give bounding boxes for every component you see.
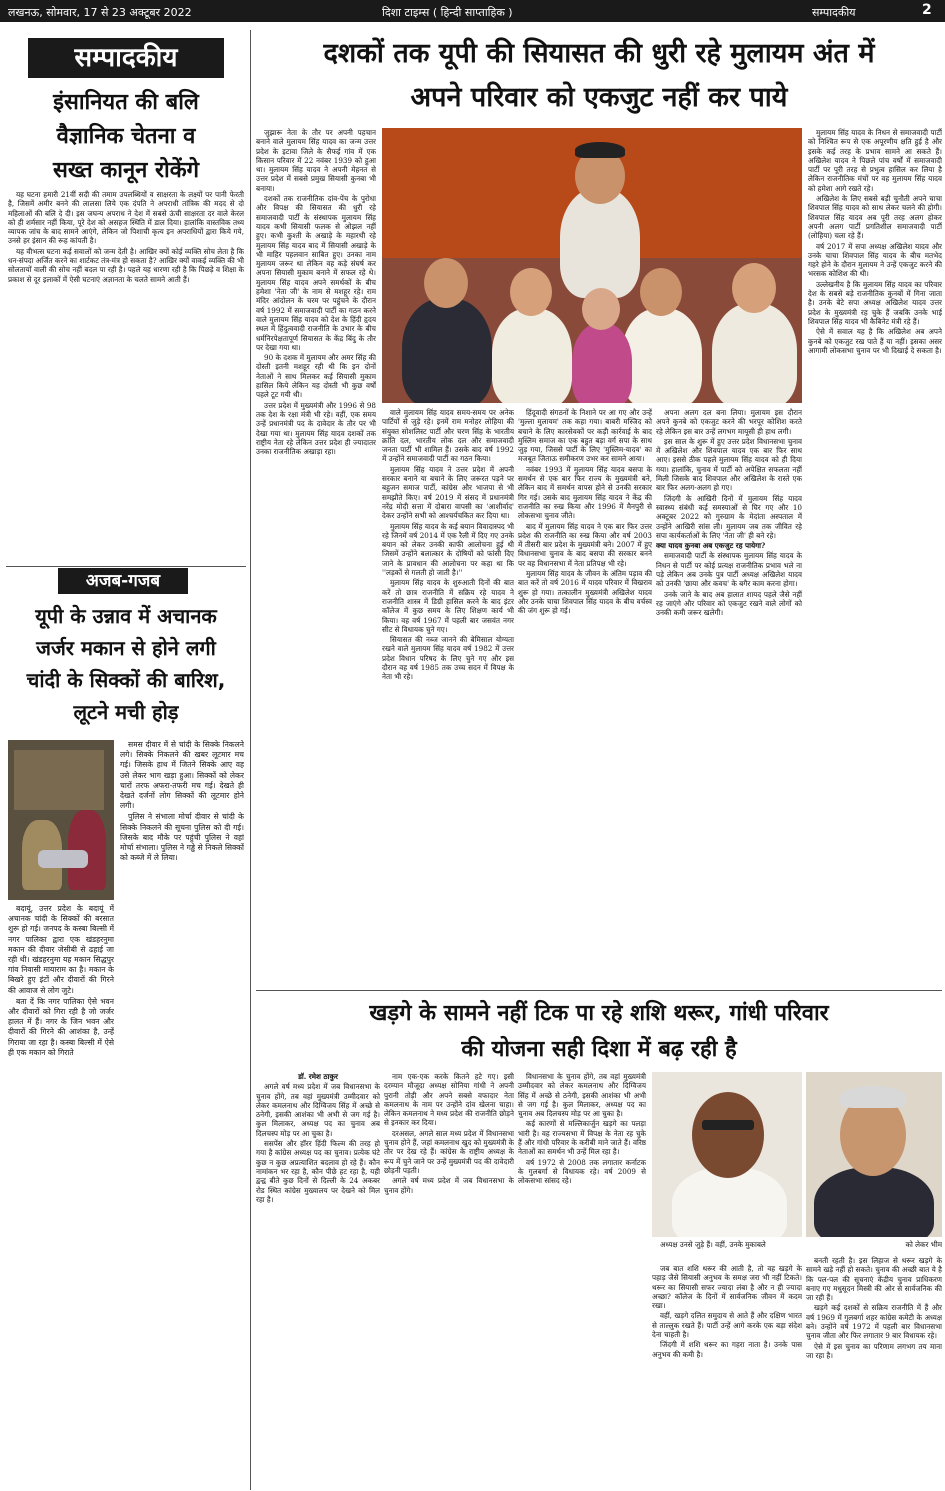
issue-date: लखनऊ, सोमवार, 17 से 23 अक्टूबर 2022: [8, 6, 192, 19]
lead-col-2: वाले मुलायम सिंह यादव समय-समय पर अनेक पार्टियों से जुड़े रहे। इनमें राम मनोहर लोहिया की संयुक्त सोशलिस्ट पार्टी और चरण सिंह के भारतीय क्रांति दल, भारतीय लोक दल और समाजवादी जनता पार्टी भी शामिल हैं। उसके बाद वर्ष 1992 में उन्होंने समाजवादी पार्टी का गठन किया। मुलायम सिंह यादव ने उत्तर प्रदेश में अपनी सरकार बनाने या बचाने के लिए जरूरत पड़ने पर बहुजन समाज पार्टी, कांग्रेस और भाजपा से भी समझौते किए। वर्ष 2019 में संसद में प्रधानमंत्री नरेंद्र मोदी सत्ता में दोबारा वापसी का 'आशीर्वाद' देकर उन्होंने सभी को आश्चर्यचकित कर दिया था। मुलायम सिंह यादव के कई बयान विवादास्पद भी रहे जिनमें वर्ष 2014 में एक रैली में दिए गए उनके बयान को लेकर उनकी काफी आलोचना हुई थी जिसमें उन्होंने बलात्कार के दोषियों को फांसी दिए जाने के प्रावधान की आलोचना पर कहा था कि ''लड़कों से गलती हो जाती है।'' मुलायम सिंह यादव के शुरुआती दिनों की बात करें तो छात्र राजनीति में सक्रिय रहे यादव ने राजनीति शास्त्र में डिग्री हासिल करने के बाद इंटर कॉलेज में कुछ समय के लिए शिक्षण कार्य भी किया। वह वर्ष 1967 में पहली बार जसवंत नगर सीट से विधायक चुने गए। सियासत की नब्ज जानने की बेमिसाल योग्यता रखने वाले मुलायम सिंह यादव वर्ष 1982 में उत्तर प्रदेश विधान परिषद के लिए चुने गए और इस दौरान वह वर्ष 1985 तक उच्च सदन में विपक्ष के नेता भी रहे।: [382, 408, 514, 682]
ajab-rule: [6, 566, 246, 567]
lead-col-5: मुलायम सिंह यादव के निधन से समाजवादी पार्टी को निश्चित रूप से एक अपूरणीय क्षति हुई है और इसके कई तरह के प्रभाव सामने आ सकते हैं। अखिलेश यादव ने पिछले पांच वर्षों में समाजवादी पार्टी पर पूरी तरह से प्रभुत्व हासिल कर लिया है लेकिन राजनीतिक मंचों पर वह मुलायम सिंह यादव को हमेशा आगे रखते रहे। अखिलेश के लिए सबसे बड़ी चुनौती अपने चाचा शिवपाल सिंह यादव को साथ लेकर चलने की होगी। शिवपाल सिंह यादव अब पूरी तरह अलग होकर अपनी अलग पार्टी प्रगतिशील समाजवादी पार्टी (लोहिया) चला रहे हैं। वर्ष 2017 में सपा अध्यक्ष अखिलेश यादव और उनके चाचा शिवपाल सिंह यादव के बीच मतभेद गहरे होने के दौरान मुलायम ने उन्हें एकजुट करने की भरसक कोशिश की थी। उल्लेखनीय है कि मुलायम सिंह यादव का परिवार देश के सबसे बड़े राजनीतिक कुनबों में गिना जाता है। उनके बेटे सपा अध्यक्ष अखिलेश यादव उत्तर प्रदेश के मुख्यमंत्री रह चुके हैं जबकि उनके भाई शिवपाल सिंह यादव भी कैबिनेट मंत्री रहे हैं। ऐसे में सवाल यह है कि अखिलेश अब अपने कुनबे को एकजुट रख पाते हैं या नहीं। इसका असर आगामी लोकसभा चुनाव पर भी दिखाई दे सकता है।: [808, 128, 942, 355]
mulayam-family-photo: [382, 128, 802, 403]
second-headline: खड़गे के सामने नहीं टिक पा रहे शशि थरूर, गांधी परिवार की योजना सही दिशा में बढ़ रही है: [369, 1001, 829, 1062]
ajab-gajab-headline: यूपी के उन्नाव में अचानक जर्जर मकान से होने लगी चांदी के सिक्कों की बारिश, लूटने मची होड़: [26, 604, 226, 724]
masthead-bar: [0, 0, 945, 22]
lead-col-3: हिंदूवादी संगठनों के निशाने पर आ गए और उन्हें 'मुल्ला मुलायम' तक कहा गया। बाबरी मस्जिद को बचाने के लिए कारसेवकों पर कड़ी कार्रवाई के बाद मुस्लिम समाज का एक बहुत बड़ा वर्ग सपा के साथ जुड़ गया, जिससे पार्टी के लिए 'मुस्लिम-यादव' का मजबूत जिताऊ समीकरण उभर कर सामने आया। नवंबर 1993 में मुलायम सिंह यादव बसपा के समर्थन से एक बार फिर राज्य के मुख्यमंत्री बने, लेकिन बाद में समर्थन वापस होने से उनकी सरकार गिर गई। उसके बाद मुलायम सिंह यादव ने केंद्र की राजनीति का रुख किया और 1996 में मैनपुरी से लोकसभा चुनाव जीते। बाद में मुलायम सिंह यादव ने एक बार फिर उत्तर प्रदेश की राजनीति का रुख किया और वर्ष 2003 में तीसरी बार प्रदेश के मुख्यमंत्री बने। 2007 में हुए विधानसभा चुनाव के बाद बसपा की सरकार बनने पर वह विधानसभा में नेता प्रतिपक्ष भी रहे। मुलायम सिंह यादव के जीवन के अंतिम पड़ाव की बात करें तो वर्ष 2016 में यादव परिवार में विखराव शुरू हो गया। तत्कालीन मुख्यमंत्री अखिलेश यादव और उनके चाचा शिवपाल सिंह यादव के बीच वर्चस्व की जंग शुरू हो गई।: [518, 408, 652, 616]
story-separator: [256, 990, 942, 991]
lead-col-4: अपना अलग दल बना लिया। मुलायम इस दौरान अपने कुनबे को एकजुट करने की भरपूर कोशिश करते रहे लेकिन इस बार उन्हें लगभग मायूसी ही हाथ लगी। इस साल के शुरू में हुए उत्तर प्रदेश विधानसभा चुनाव में अखिलेश और शिवपाल यादव एक बार फिर साथ आए। इससे ठीक पहले मुलायम सिंह यादव को ही दिया गया। हालांकि, चुनाव में पार्टी को अपेक्षित सफलता नहीं मिली जिसके बाद शिवपाल और अखिलेश के रास्ते एक बार फिर अलग-अलग हो गए। जिंदगी के आखिरी दिनों में मुलायम सिंह यादव स्वास्थ्य संबंधी कई समस्याओं से घिर गए और 10 अक्टूबर 2022 को गुरुग्राम के मेदांता अस्पताल में उन्होंने आखिरी सांस ली। मुलायम जब तक जीवित रहे सपा कार्यकर्ताओं के लिए 'नेता जी' ही बने रहे। क्या यादव कुनबा अब एकजुट रह पायेगा? समाजवादी पार्टी के संस्थापक मुलायम सिंह यादव के निधन से पार्टी पर कोई प्रत्यक्ष राजनीतिक प्रभाव भले ना पड़े लेकिन अब उनके पुत्र पार्टी अध्यक्ष अखिलेश यादव को उनकी 'छाया और कवच' के बगैर काम करना होगा। उनके जाने के बाद अब हालात शायद पहले जैसे नहीं रह जाएंगे और परिवार को एकजुट रखने वाले लोगों को उनकी कमी जरूर खलेगी।: [656, 408, 802, 618]
coin-rain-photo: [8, 740, 114, 900]
column-divider: [250, 30, 251, 1490]
second-col-1: डॉ. रमेश ठाकुर अगले वर्ष मध्य प्रदेश में जब विधानसभा के चुनाव होंगे, तब वहां मुख्यमंत्री उम्मीदवार को लेकर कमलनाथ और दिग्विजय सिंह में अच्छे से ठनेगी, इसकी आशंका भी अभी से जग गई है। कुल मिलाकर, अध्यक्ष पद का चुनाव अब दिलचस्प मोड़ पर आ चुका है। ससपेंस और हॉरर हिंदी फिल्म की तरह हो गया है कांग्रेस अध्यक्ष पद का चुनाव। प्रत्येक घंटे कुछ न कुछ अप्रत्याशित बदलाव हो रहे हैं। कौन नामांकन भर रहा है, कौन पीछे हट रहा है, यही द्वन्द्व बीते कुछ दिनों से दिल्ली के 24 अकबर रोड स्थित कांग्रेस मुख्यालय पर देखने को मिल रहा है।: [256, 1072, 380, 1204]
paper-name: दिशा टाइम्स ( हिन्दी साप्ताहिक ): [382, 6, 513, 19]
second-col-5: बनती रहती है। इस लिहाज से थरूर खड़गे के सामने खड़े नहीं हो सकते। चुनाव की अच्छी बात ये है कि पल-पल की सूचनाएं केंद्रीय चुनाव प्राधिकरण बनाए गए मधुसूदन मिस्त्री की ओर से सार्वजनिक की जा रही हैं। खड़गे कई दशकों से सक्रिय राजनीति में हैं और वर्ष 1969 में गुलबर्गा शहर कांग्रेस कमेटी के अध्यक्ष बने। उन्होंने वर्ष 1972 में पहली बार विधानसभा चुनाव जीता और फिर लगातार 9 बार विधायक रहे। ऐसे में इस चुनाव का परिणाम लगभग तय माना जा रहा है।: [806, 1256, 942, 1360]
page-number: 2: [922, 2, 932, 18]
lead-col-1: जुझारू नेता के तौर पर अपनी पहचान बनाने वाले मुलायम सिंह यादव का जन्म उत्तर प्रदेश के इटावा जिले के सैफई गांव में एक किसान परिवार में 22 नवंबर 1939 को हुआ था। मुलायम सिंह यादव ने अपनी मेहनत से उत्तर प्रदेश में सबसे प्रमुख सियासी कुनबा भी बनाया। दशकों तक राजनीतिक दांव-पेंच के पुरोधा और विपक्ष की सियासत की धुरी रहे समाजवादी पार्टी के संस्थापक मुलायम सिंह यादव कभी सियासी फलक से ओझल नहीं हुए। कभी कुश्ती के अखाड़े के महारथी रहे मुलायम सिंह यादव बाद में सियासी अखाड़े के भी माहिर पहलवान साबित हुए। उनका नाम मुलायम जरूर था लेकिन वह कड़े संघर्ष कर अपना सियासी मुकाम बनाने में सफल रहे थे। मुलायम सिंह यादव अपने समर्थकों के बीच हमेशा 'नेता जी' के नाम से मशहूर रहे। राम मंदिर आंदोलन के चरम पर पहुंचने के दौरान वर्ष 1992 में समाजवादी पार्टी का गठन करने वाले मुलायम सिंह यादव को देश के हिंदी हृदय स्थल में हिंदुत्ववादी राजनीति के उभार के बीच धर्मनिरपेक्षतापूर्ण सियासत के केंद्र बिंदु के तौर पर देखा गया था। 90 के दशक में मुलायम और अमर सिंह की दोस्ती इतनी मशहूर रही थी कि इन दोनों नेताओं ने साथ मिलकर कई सियासी मुकाम हासिल किये लेकिन यह दोस्ती भी कुछ वर्षों पहले टूट गयी थी। उत्तर प्रदेश में मुख्यमंत्री और 1996 से 98 तक देश के रक्षा मंत्री भी रहे। वहीं, एक समय उन्हें प्रधानमंत्री पद के दावेदार के तौर पर भी देखा गया था। मुलायम सिंह यादव दशकों तक राष्ट्रीय नेता रहे लेकिन उत्तर प्रदेश ही ज्यादातर उनका राजनीतिक अखाड़ा रहा।: [256, 128, 376, 457]
lead-headline: दशकों तक यूपी की सियासत की धुरी रहे मुलायम अंत में अपने परिवार को एकजुट नहीं कर पाये: [323, 38, 875, 113]
second-col-2: नाम एक-एक करके कितने हटे गए। इसी दरम्यान मौजूदा अध्यक्ष सोनिया गांधी ने अपनी पुरानी तोड़ी और अपने सबसे वफादार नेता कमलनाथ के नाम पर उन्होंने दांव खेलना चाहा। लेकिन कमलनाथ ने मध्य प्रदेश की राजनीति छोड़ने से इनकार कर दिया। दरअसल, अगले साल मध्य प्रदेश में विधानसभा चुनाव होने हैं, जहां कमलनाथ खुद को मुख्यमंत्री के तौर पर देख रहे हैं। कांग्रेस के राष्ट्रीय अध्यक्ष के रूप में चुने जाने पर उन्हें मुख्यमंत्री पद की दावेदारी छोड़नी पड़ती। अगले वर्ष मध्य प्रदेश में जब विधानसभा के चुनाव होंगे।: [384, 1072, 514, 1195]
ajab-gajab-label: अजब-गजब: [58, 568, 188, 594]
second-col-3: विधानसभा के चुनाव होंगे, तब वहां मुख्यमंत्री उम्मीदवार को लेकर कमलनाथ और दिग्विजय सिंह में अच्छे से ठनेगी, इसकी आशंका भी अभी से जग गई है। कुल मिलाकर, अध्यक्ष पद का चुनाव अब दिलचस्प मोड़ पर आ चुका है। कई कारणों से मल्लिकार्जुन खड़गे का पलड़ा भारी है। वह राज्यसभा में विपक्ष के नेता रह चुके हैं और गांधी परिवार के करीबी माने जाते हैं। वरिष्ठ नेताओं का समर्थन भी उन्हें मिल रहा है। वर्ष 1972 से 2008 तक लगातार कर्नाटक के गुलबर्गा से विधायक रहे। वर्ष 2009 से लोकसभा सांसद रहे।: [518, 1072, 646, 1186]
editorial-label: सम्पादकीय: [28, 38, 224, 78]
tharoor-photo: [806, 1072, 942, 1237]
second-col-4-top: अध्यक्ष उनसे जुड़े हैं। वहीं, उनके मुकाबले: [660, 1240, 766, 1249]
ajab-bottom-text: बदायूं, उत्तर प्रदेश के बदायूं में अचानक चांदी के सिक्कों की बरसात शुरू हो गई। जनपद के कस्बा बिल्सी में नगर पालिका द्वारा एक खंडहरनुमा मकान की दीवार जेसीबी से ढहाई जा रही थी। खंडहरनुमा यह मकान सिद्धपुर गांव निवासी मायाराम का है। मकान के बिखरे हुए इंटों और दीवारों की गिरने की आवाज से लोग जुटे। बता दें कि नगर पालिका ऐसे भवन और दीवारों को गिरा रही है जो जर्जर हालत में हैं। नगर के जिन भवन और दीवारों की गिरने की आशंका है, उन्हें गिराया जा रहा है। कस्बा बिल्सी में ऐसे ही एक मकान को गिराते: [8, 904, 114, 1057]
kharge-photo: [652, 1072, 802, 1237]
second-byline: डॉ. रमेश ठाकुर: [298, 1072, 338, 1081]
editorial-headline: इंसानियत की बलि वैज्ञानिक चेतना व सख्त कानून रोकेंगे: [52, 90, 200, 183]
section-name: सम्पादकीय: [812, 6, 856, 19]
ajab-side-text: समस दीवार में से चांदी के सिक्के निकलने लगे। सिक्के निकलने की खबर लूटमार मच गई। जिसके हाथ में जितने सिक्के आए वह उसे लेकर भाग खड़ा हुआ। सिक्कों को लेकर चारों तरफ अफरा-तफरी मच गई। देखते ही देखते दर्जनों लोग सिक्कों की लूटमार होने लगी। पुलिस ने संभाला मोर्चा दीवार से चांदी के सिक्के निकलने की सूचना पुलिस को दी गई। जिसके बाद मौके पर पहुंची पुलिस ने वहां मोर्चा संभाला। पुलिस ने गड्ढे से निकले सिक्कों को कब्जे में ले लिया।: [120, 740, 244, 863]
second-col-5-top: को लेकर भीम: [905, 1240, 942, 1249]
editorial-body: यह घटना हमारी 21वीं सदी की तमाम उपलब्धियों व साक्षरता के लक्ष्यों पर पानी फेरती है, जिसमें अमीर बनने की लालसा लिये एक दंपति ने अपराधी तांत्रिक की मदद से दो महिलाओं की बलि दे दी। इस जघन्य अपराध ने देश में सबसे ऊंची साक्षरता दर वाले केरल को ही शर्मसार नहीं किया, पूरे देश को असहज स्थिति में डाल दिया। हालांकि वास्तविक तथ्य व्यापक जांच के बाद सामने आएंगे, लेकिन जो पिशाची कृत्य इन अपराधियों द्वारा किये गये, उनसे हर इंसान की रूह कांपती है। यह वीभत्स घटना कई सवालों को जन्म देती है। आखिर क्यों कोई व्यक्ति सोच लेता है कि धन-संपदा अर्जित करने का शार्टकट तंत्र-मंत्र हो सकता है? आखिर क्यों वाकई व्यक्ति की भी सोलतायों वाली की सोच नहीं बदल पा रही है। पहले यह धारणा रही है कि पिछड़े व शिक्षा के प्रकाश से दूर इलाकों में ऐसी घटनाएं अज्ञानता के चलते सामने आती हैं।: [8, 190, 244, 284]
second-col-4: जब बात शशि थरूर की आती है, तो वह खड़गे के पहाड़ जैसे सियासी अनुभव के समक्ष जरा भी नहीं टिकते। थरूर का सियासी सफर ज्यादा लंबा है और न ही ज्यादा अच्छा? कॉलेज के दिनों में सार्वजनिक जीवन में कदम रखा। वहीं, खड़गे दलित समुदाय से आते हैं और दक्षिण भारत से ताल्लुक रखते हैं। पार्टी उन्हें आगे करके एक बड़ा संदेश देना चाहती है। जिंदगी में शशि थरूर का गहरा नाता है। उनके पास अनुभव की कमी है।: [652, 1264, 802, 1359]
